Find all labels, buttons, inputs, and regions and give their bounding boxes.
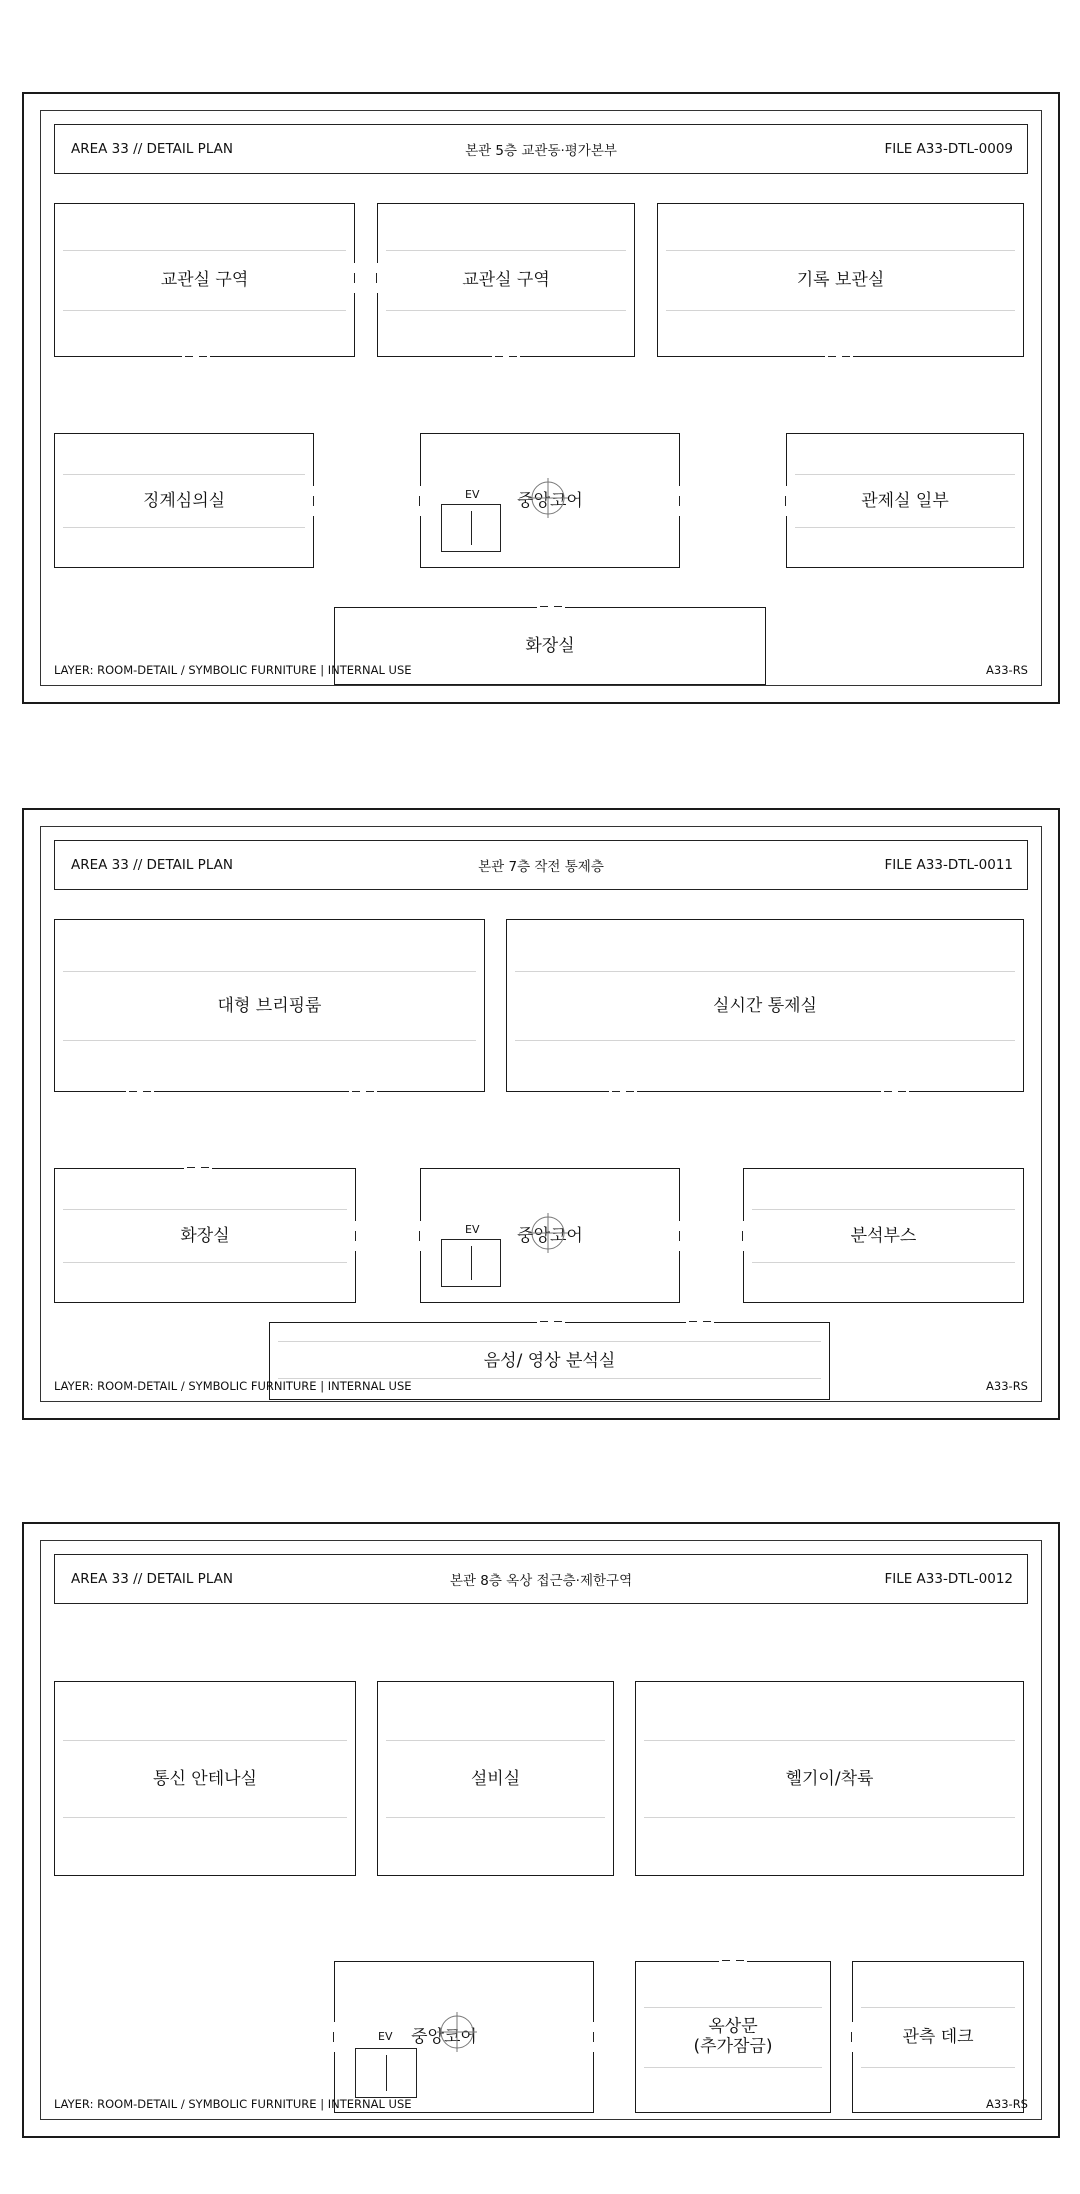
room-label: 대형 브리핑룸: [217, 995, 322, 1016]
crosshair-icon: [437, 2012, 477, 2052]
door[interactable]: [783, 486, 789, 516]
elevator-icon: [355, 2048, 417, 2098]
room-central-core[interactable]: [334, 1961, 594, 2113]
file-id: FILE A33-DTL-0011: [884, 857, 1013, 873]
room-realtime-control[interactable]: [506, 919, 1024, 1092]
room-analysis-booth[interactable]: [743, 1168, 1024, 1303]
sheet-inner-frame: [40, 826, 1042, 1402]
floor-title: 본관 5층 교관동·평가본부: [465, 143, 617, 159]
ev-label: EV: [465, 1223, 480, 1236]
room-label: 중앙코어: [517, 1225, 583, 1246]
ev-label: EV: [465, 488, 480, 501]
door[interactable]: [881, 1089, 909, 1095]
room-instructor-area-2[interactable]: [377, 203, 635, 357]
title-bar: [54, 124, 1028, 174]
area-label: AREA 33 // DETAIL PLAN: [71, 1571, 233, 1587]
room-label: 옥상문 (추가잠금): [693, 2016, 773, 2057]
door[interactable]: [849, 2022, 855, 2052]
room-label: 통신 안테나실: [153, 1768, 257, 1789]
sheet-code: A33-RS: [986, 1379, 1028, 1393]
ev-label: EV: [378, 2030, 393, 2043]
room-antenna[interactable]: [54, 1681, 356, 1876]
plan-sheet-8f: [22, 1522, 1060, 2138]
door[interactable]: [331, 2022, 337, 2052]
room-restroom[interactable]: [54, 1168, 356, 1303]
door[interactable]: [591, 2022, 597, 2052]
door[interactable]: [353, 1221, 359, 1251]
door[interactable]: [352, 263, 358, 293]
room-label: 관제실 일부: [861, 490, 949, 511]
room-label: 기록 보관실: [796, 269, 885, 290]
room-label: 관측 데크: [902, 2026, 974, 2047]
room-label: 중앙코어: [517, 490, 583, 511]
room-label: 징계심의실: [142, 490, 226, 511]
layer-footer: LAYER: ROOM-DETAIL / SYMBOLIC FURNITURE | INTERNAL USE: [54, 1379, 412, 1393]
room-helipad[interactable]: [635, 1681, 1024, 1876]
plan-sheet-5f: [22, 92, 1060, 704]
plan-sheet-7f: [22, 808, 1060, 1420]
layer-footer: LAYER: ROOM-DETAIL / SYMBOLIC FURNITURE | INTERNAL USE: [54, 2097, 412, 2111]
room-observation-deck[interactable]: [852, 1961, 1024, 2113]
room-label: 화장실: [525, 635, 575, 656]
area-label: AREA 33 // DETAIL PLAN: [71, 141, 233, 157]
door[interactable]: [719, 1958, 747, 1964]
room-equipment[interactable]: [377, 1681, 614, 1876]
room-label: 중앙코어: [411, 2026, 477, 2047]
door[interactable]: [740, 1221, 746, 1251]
door[interactable]: [537, 604, 565, 610]
door[interactable]: [677, 486, 683, 516]
room-label: 음성/ 영상 분석실: [483, 1350, 616, 1371]
floor-title: 본관 7층 작전 통제층: [478, 859, 604, 875]
room-label: 화장실: [180, 1225, 230, 1246]
door[interactable]: [609, 1089, 637, 1095]
sheet-code: A33-RS: [986, 2097, 1028, 2111]
door[interactable]: [417, 486, 423, 516]
room-briefing-room[interactable]: [54, 919, 485, 1092]
room-label: 분석부스: [850, 1225, 917, 1246]
room-label: 실시간 통제실: [713, 995, 817, 1016]
crosshair-icon: [528, 1213, 568, 1253]
room-roof-door[interactable]: [635, 1961, 831, 2113]
elevator-icon: [441, 504, 501, 552]
door[interactable]: [677, 1221, 683, 1251]
room-label: 교관실 구역: [462, 269, 550, 290]
door[interactable]: [184, 1165, 212, 1171]
door[interactable]: [492, 354, 520, 360]
room-label: 헬기이/착륙: [785, 1768, 874, 1789]
sheet-code: A33-RS: [986, 663, 1028, 677]
door[interactable]: [126, 1089, 154, 1095]
door[interactable]: [349, 1089, 377, 1095]
title-bar: [54, 1554, 1028, 1604]
room-central-core[interactable]: [420, 1168, 680, 1303]
crosshair-icon: [528, 478, 568, 518]
room-records-archive[interactable]: [657, 203, 1024, 357]
title-bar: [54, 840, 1028, 890]
door[interactable]: [374, 263, 380, 293]
room-label: 설비실: [470, 1768, 521, 1789]
room-control-part[interactable]: [786, 433, 1024, 568]
file-id: FILE A33-DTL-0012: [884, 1571, 1013, 1587]
door[interactable]: [417, 1221, 423, 1251]
layer-footer: LAYER: ROOM-DETAIL / SYMBOLIC FURNITURE | INTERNAL USE: [54, 663, 412, 677]
room-disciplinary-review[interactable]: [54, 433, 314, 568]
sheet-inner-frame: [40, 1540, 1042, 2120]
area-label: AREA 33 // DETAIL PLAN: [71, 857, 233, 873]
room-instructor-area-1[interactable]: [54, 203, 355, 357]
door[interactable]: [686, 1319, 714, 1325]
floor-title: 본관 8층 옥상 접근층·제한구역: [449, 1573, 633, 1589]
door[interactable]: [537, 1319, 565, 1325]
room-label: 교관실 구역: [160, 269, 249, 290]
door[interactable]: [311, 486, 317, 516]
elevator-icon: [441, 1239, 501, 1287]
room-central-core[interactable]: [420, 433, 680, 568]
sheet-inner-frame: [40, 110, 1042, 686]
file-id: FILE A33-DTL-0009: [884, 141, 1013, 157]
door[interactable]: [182, 354, 210, 360]
door[interactable]: [825, 354, 853, 360]
